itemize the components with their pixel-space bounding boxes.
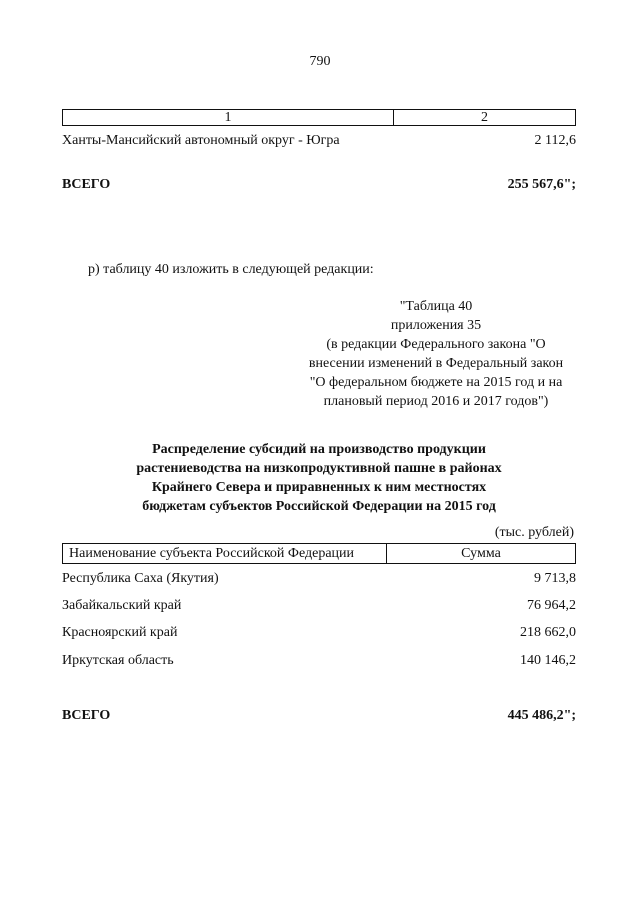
note-line: внесении изменений в Федеральный закон bbox=[308, 356, 564, 371]
table2-row bbox=[62, 571, 576, 587]
table2-row-value: 9 713,8 bbox=[534, 571, 576, 586]
units-label: (тыс. рублей) bbox=[494, 525, 574, 540]
table1-row bbox=[62, 133, 576, 149]
table2-row-value: 218 662,0 bbox=[520, 625, 576, 640]
table2-row-name: Красноярский край bbox=[62, 625, 178, 640]
table-title bbox=[90, 440, 548, 516]
table2-row-name: Иркутская область bbox=[62, 653, 174, 668]
table1-header-col1: 1 bbox=[63, 110, 394, 125]
table2-row-value: 76 964,2 bbox=[527, 598, 576, 613]
table1-total-row bbox=[62, 177, 576, 193]
table2-total-value: 445 486,2"; bbox=[507, 708, 576, 723]
table1-total-label: ВСЕГО bbox=[62, 177, 111, 192]
table2-header-name: Наименование субъекта Российской Федерации bbox=[63, 544, 387, 563]
instruction-text: р) таблицу 40 изложить в следующей редакции: bbox=[88, 262, 374, 277]
table-note bbox=[296, 297, 576, 411]
title-line: бюджетам субъектов Российской Федерации на 2015 год bbox=[142, 499, 496, 514]
table2-header bbox=[62, 543, 576, 564]
table2-row-value: 140 146,2 bbox=[520, 653, 576, 668]
table2-row-name: Забайкальский край bbox=[62, 598, 182, 613]
title-line: Крайнего Севера и приравненных к ним местностях bbox=[151, 480, 487, 495]
note-line: приложения 35 bbox=[390, 318, 482, 333]
table2-row-name: Республика Саха (Якутия) bbox=[62, 571, 219, 586]
table2-row bbox=[62, 598, 576, 614]
table1-row-value: 2 112,6 bbox=[534, 133, 576, 148]
table1-total-value: 255 567,6"; bbox=[507, 177, 576, 192]
table2-row bbox=[62, 625, 576, 641]
table1-header-col2: 2 bbox=[481, 110, 488, 125]
note-line: "Таблица 40 bbox=[399, 299, 473, 314]
table2-row bbox=[62, 653, 576, 669]
table2-header-sum: Сумма bbox=[461, 546, 501, 561]
table1-row-name: Ханты-Мансийский автономный округ - Югра bbox=[62, 133, 340, 148]
table2-total-label: ВСЕГО bbox=[62, 708, 111, 723]
table2-total-row bbox=[62, 708, 576, 724]
note-line: (в редакции Федерального закона "О bbox=[326, 337, 546, 352]
page-number: 790 bbox=[309, 54, 331, 69]
note-line: "О федеральном бюджете на 2015 год и на bbox=[309, 375, 563, 390]
title-line: растениеводства на низкопродуктивной пашне в районах bbox=[136, 461, 502, 476]
title-line: Распределение субсидий на производство продукции bbox=[152, 442, 486, 457]
table1-header bbox=[62, 109, 576, 126]
note-line: плановый период 2016 и 2017 годов") bbox=[323, 394, 549, 409]
